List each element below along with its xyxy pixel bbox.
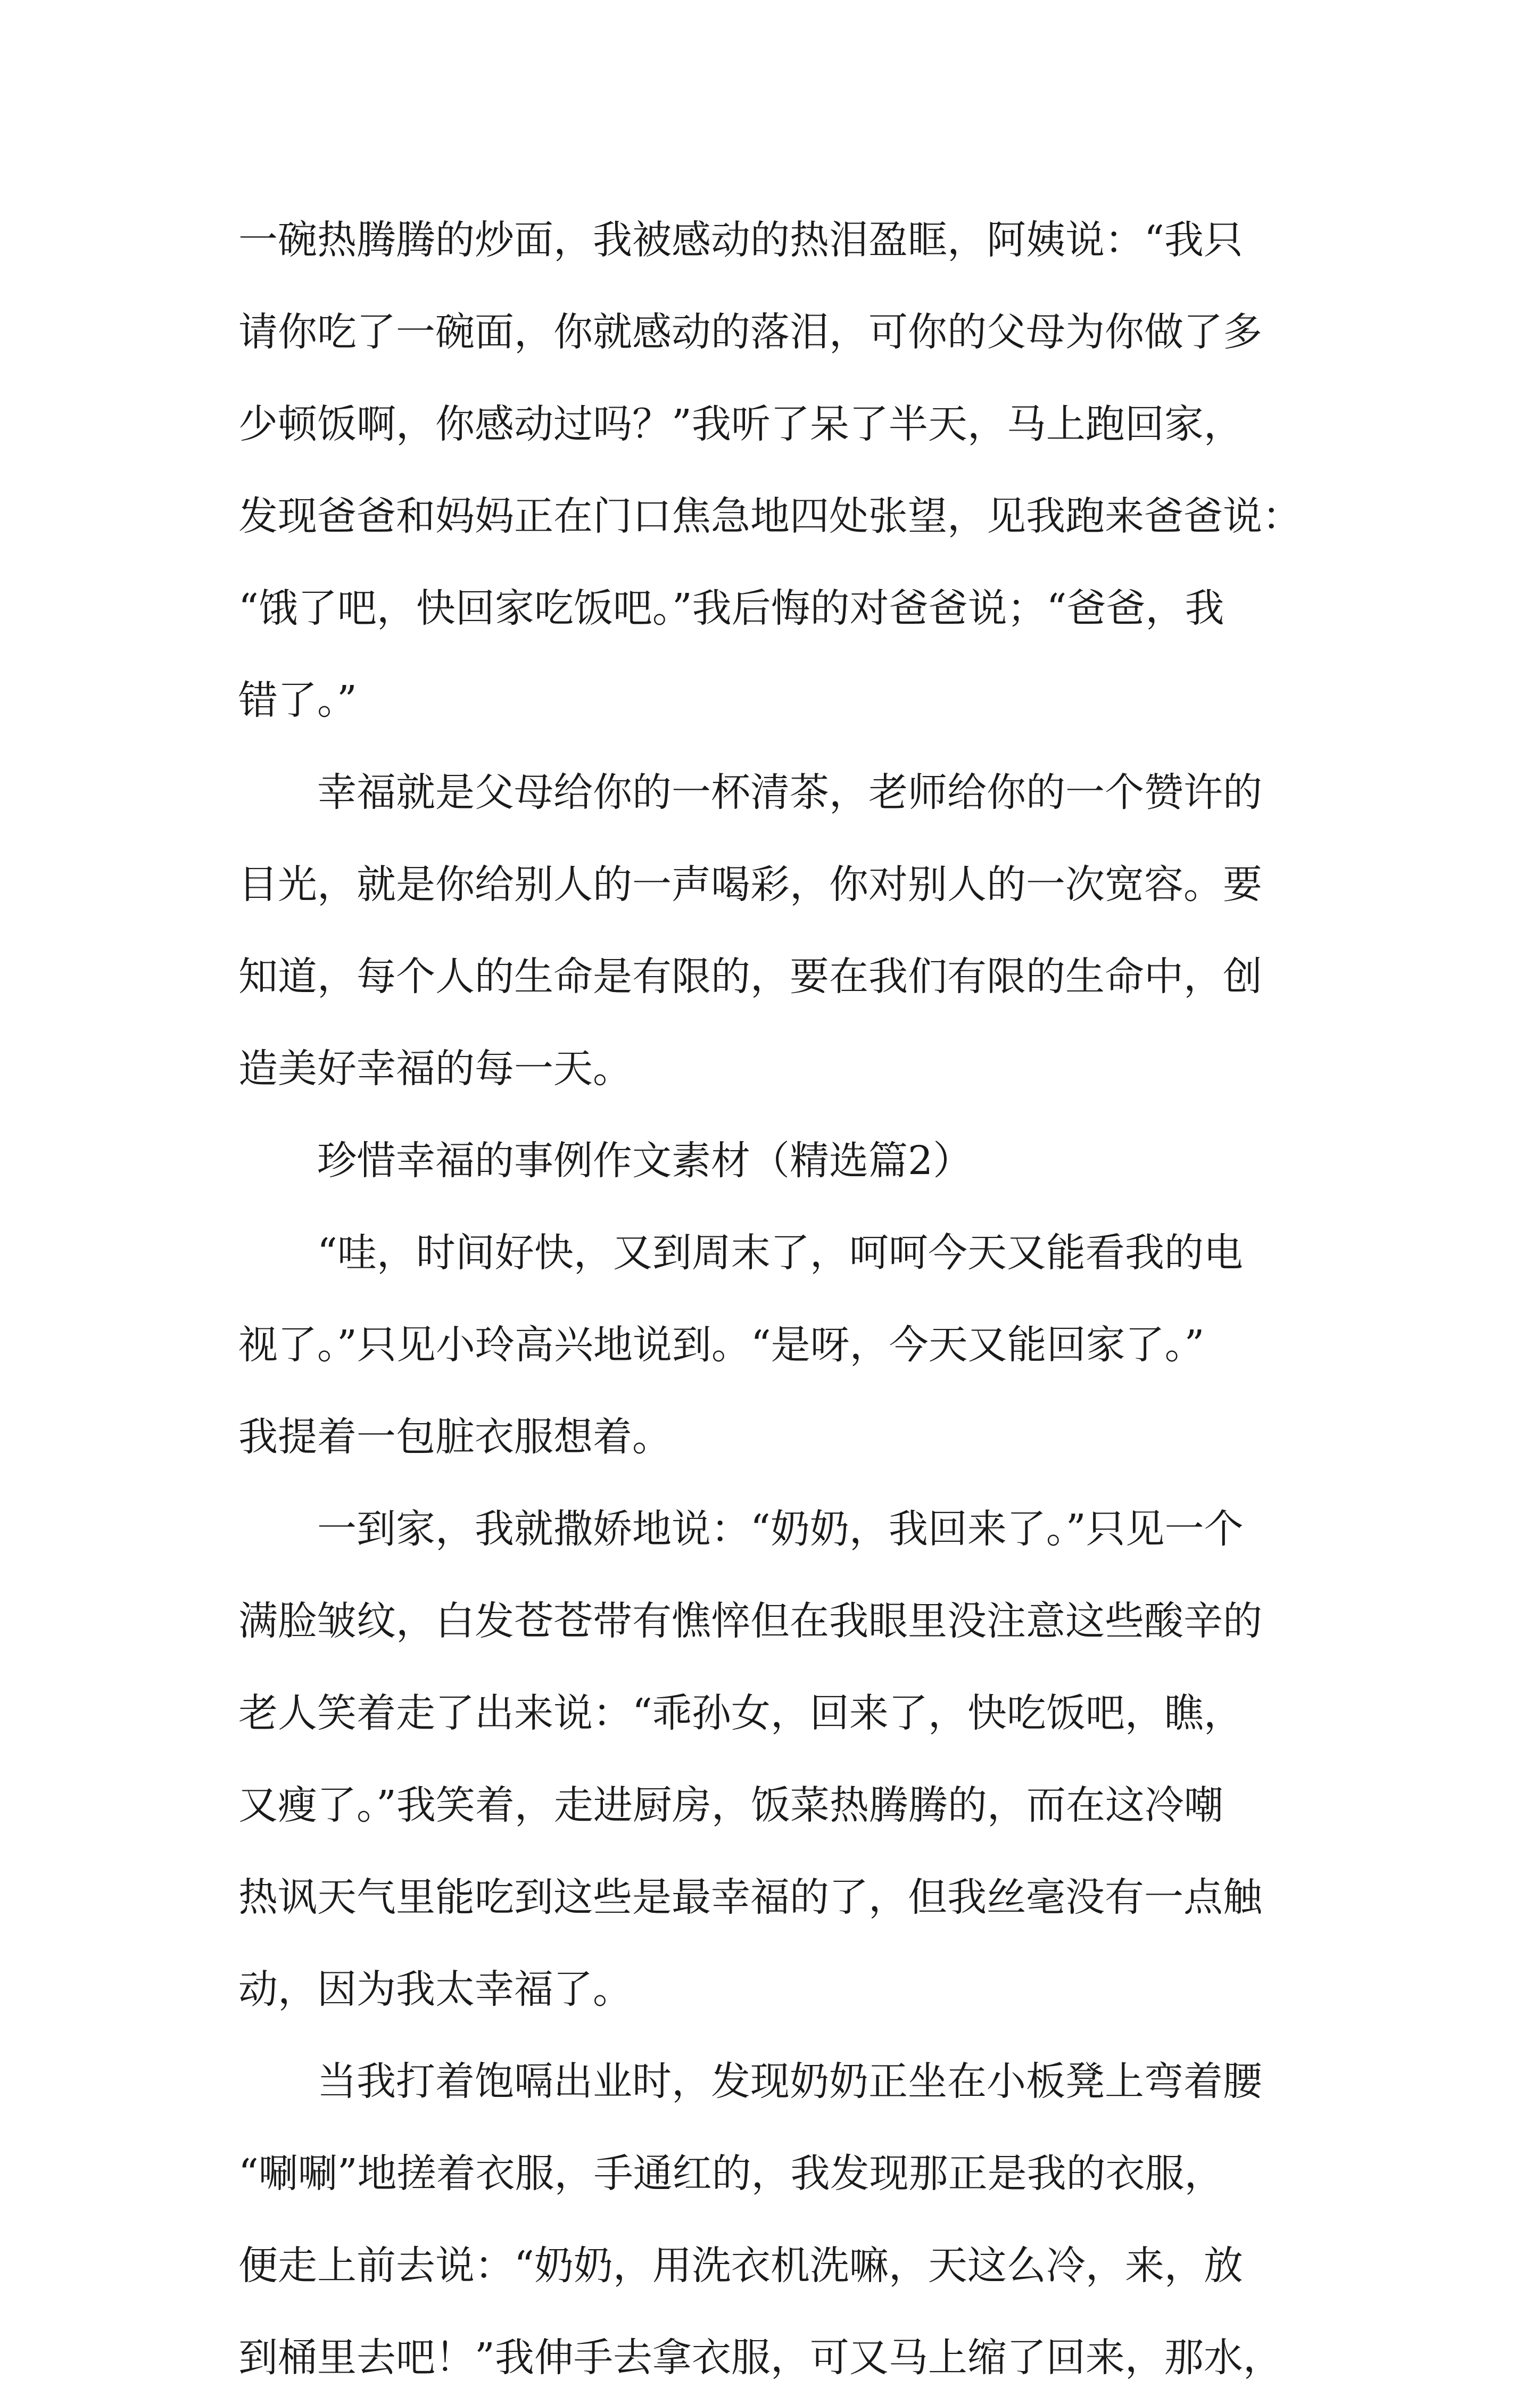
text-line: 造美好幸福的每一天。 <box>238 1046 632 1092</box>
text-line: 发现爸爸和妈妈正在门口焦急地四处张望，见我跑来爸爸说： <box>238 493 1302 539</box>
text-line: 请你吃了一碗面，你就感动的落泪，可你的父母为你做了多 <box>238 309 1262 355</box>
paragraph-start-line: 幸福就是父母给你的一杯清茶，老师给你的一个赞许的 <box>317 770 1262 815</box>
text-line: 错了。” <box>238 678 357 723</box>
text-line: 我提着一包脏衣服想着。 <box>238 1414 672 1460</box>
text-line: 一碗热腾腾的炒面，我被感动的热泪盈眶，阿姨说：“我只 <box>238 217 1243 263</box>
text-line: “唰唰”地搓着衣服，手通红的，我发现那正是我的衣服， <box>238 2151 1224 2196</box>
text-line: 满脸皱纹，白发苍苍带有憔悴但在我眼里没注意这些酸辛的 <box>238 1598 1262 1644</box>
text-line: 老人笑着走了出来说：“乖孙女，回来了，快吃饭吧，瞧， <box>238 1690 1243 1736</box>
paragraph-start-line: “哇，时间好快，又到周末了，呵呵今天又能看我的电 <box>317 1230 1243 1276</box>
text-line: 目光，就是你给别人的一声喝彩，你对别人的一次宽容。要 <box>238 862 1262 907</box>
text-line: 便走上前去说：“奶奶，用洗衣机洗嘛，天这么冷，来，放 <box>238 2243 1243 2289</box>
text-line: 动，因为我太幸福了。 <box>238 1967 632 2012</box>
text-line: 少顿饭啊，你感动过吗？”我听了呆了半天，马上跑回家， <box>238 401 1243 447</box>
paragraph-start-line: 当我打着饱嗝出业时，发现奶奶正坐在小板凳上弯着腰 <box>317 2059 1262 2104</box>
text-line: 又瘦了。”我笑着，走进厨房，饭菜热腾腾的，而在这冷嘲 <box>238 1782 1223 1828</box>
text-line: 热讽天气里能吃到这些是最幸福的了，但我丝毫没有一点触 <box>238 1874 1262 1920</box>
paragraph-start-line: 一到家，我就撒娇地说：“奶奶，我回来了。”只见一个 <box>317 1506 1244 1552</box>
text-line: “饿了吧，快回家吃饭吧。”我后悔的对爸爸说；“爸爸，我 <box>238 585 1224 631</box>
document-body <box>238 194 1308 2404</box>
section-heading: 珍惜幸福的事例作文素材（精选篇2） <box>317 1138 973 1184</box>
text-line: 知道，每个人的生命是有限的，要在我们有限的生命中，创 <box>238 954 1262 999</box>
text-line: 到桶里去吧！”我伸手去拿衣服，可又马上缩了回来，那水， <box>238 2335 1282 2381</box>
text-line: 视了。”只见小玲高兴地说到。“是呀，今天又能回家了。” <box>238 1322 1205 1368</box>
